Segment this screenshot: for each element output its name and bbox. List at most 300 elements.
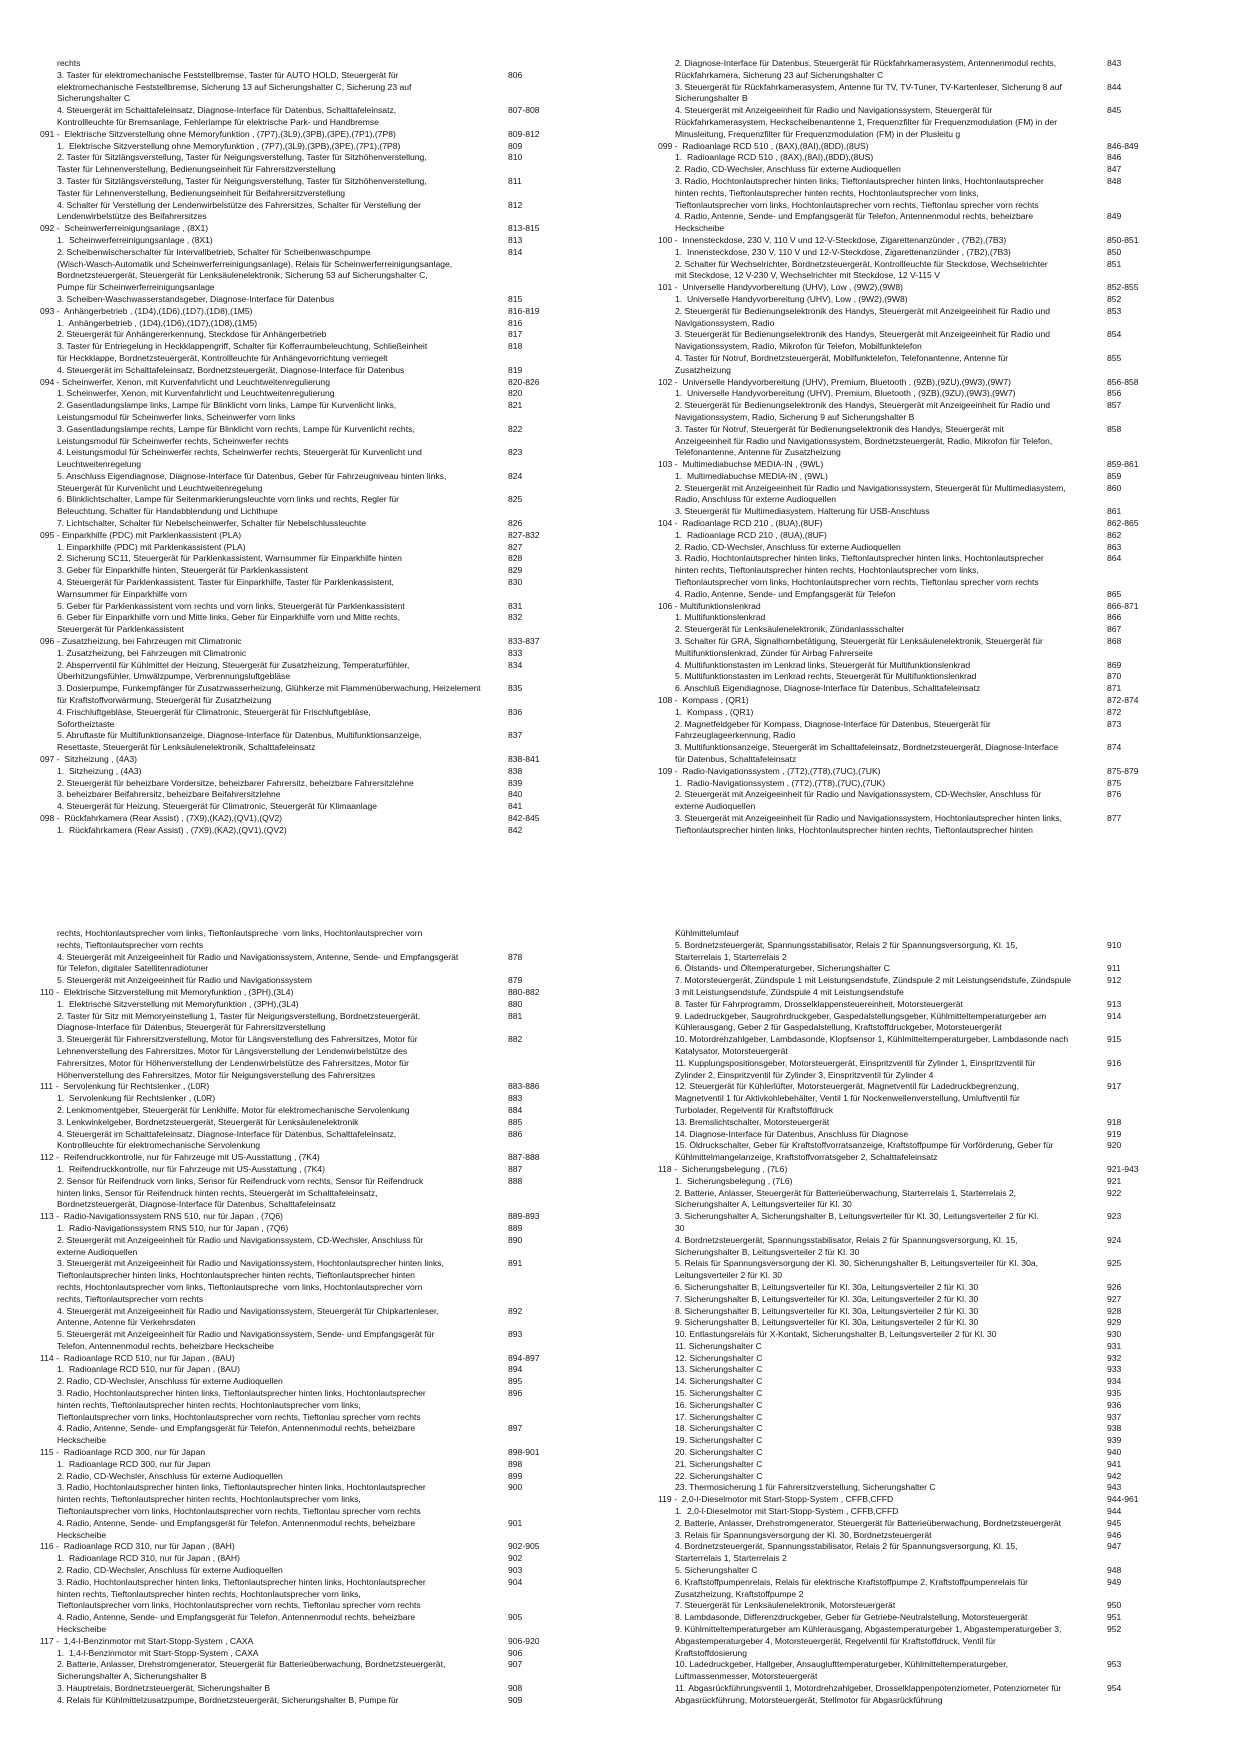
entry-text: 2. Radio, CD-Wechsler, Anschluss für externe Audioquellen	[57, 1565, 283, 1576]
entry-text: 4. Radio, Antenne, Sende- und Empfangsgerät für Telefon, Antennenmodul rechts, beheizbare	[57, 1612, 416, 1623]
diagram-page-number: 887	[508, 1163, 523, 1174]
entry-line	[658, 1412, 1233, 1424]
entry-line	[658, 1105, 1233, 1117]
entry-text: 2. Steuergerät für Bedienungselektronik des Handys, Steuergerät mit Anzeigeeinheit für Radio und	[675, 400, 1051, 411]
diagram-page-number: 934	[1107, 1376, 1122, 1387]
entry-line	[40, 565, 615, 577]
entry-text: 4. Schalter für Verstellung der Lendenwirbelstütze des Fahrersitzes, Schalter für Verstellung der	[57, 199, 421, 210]
entry-text: 3. Dosierpumpe, Funkempfänger für Zusatzwasserheizung, Glühkerze mit Flammenüberwachung, Heizelement	[57, 683, 481, 694]
section-header-line	[40, 1636, 615, 1648]
section-header-line	[658, 766, 1233, 778]
diagram-page-number: 872	[1107, 706, 1122, 717]
diagram-page-number: 921-943	[1107, 1163, 1139, 1174]
section-header-line	[40, 636, 615, 648]
section-header-line	[658, 235, 1233, 247]
diagram-page-number: 936	[1107, 1399, 1122, 1410]
entry-text: für Heckklappe, Bordnetzsteuergerät, Kontrollleuchte für Anhängevorrichtung verriegelt	[57, 352, 388, 363]
entry-text: 4. Steuergerät mit Anzeigeeinheit für Radio und Navigationssystem, Steuergerät für	[675, 105, 993, 116]
entry-text: 9. Sicherungshalter B, Leitungsverteiler für Kl. 30a, Leitungsverteiler 2 für Kl. 30	[675, 1317, 979, 1328]
entry-line	[658, 1258, 1233, 1270]
entry-text: Sicherungshalter B, Leitungsverteiler 2 für Kl. 30	[675, 1246, 860, 1257]
diagram-page-number: 832	[508, 612, 523, 623]
entry-line	[40, 447, 615, 459]
entry-text: 10. Ladedruckgeber, Hallgeber, Ansauglufttemperaturgeber, Kühlmitteltemperaturgeber,	[675, 1659, 1008, 1670]
section-title-text: 091 - Elektrische Sitzverstellung ohne Memoryfunktion , (7P7),(3L9),(3PB),(3PE),(7P1),(7P8)	[40, 128, 396, 139]
entry-line	[40, 1093, 615, 1105]
entry-line	[40, 719, 615, 731]
entry-text: 1. Radioanlage RCD 510 , (8AX),(8AI),(8DD),(8US)	[675, 152, 874, 163]
entry-text: 2. Sensor für Reifendruck vorn links, Sensor für Reifendruck vorn rechts, Sensor für Reifendruck	[57, 1175, 424, 1186]
entry-text: 3. Lenkwinkelgeber, Bordnetzsteuergerät, Steuergerät für Lenksäulenelektronik	[57, 1116, 359, 1127]
entry-text: 3. Radio, Hochtonlautsprecher hinten links, Tieftonlautsprecher hinten links, Hochtonlautsprecher	[675, 553, 1044, 564]
diagram-page-number: 892	[508, 1305, 523, 1316]
entry-line	[658, 82, 1233, 94]
entry-line	[658, 975, 1233, 987]
section-header-line	[658, 518, 1233, 530]
entry-line	[658, 1329, 1233, 1341]
entry-text: Überhitzungsfühler, Umwälzpumpe, Verbrennungsluftgebläse	[57, 671, 291, 682]
entry-line	[658, 801, 1233, 813]
entry-line	[658, 730, 1233, 742]
diagram-page-number: 880	[508, 998, 523, 1009]
entry-line	[658, 565, 1233, 577]
entry-text: Starterrelais 1, Starterrelais 2	[675, 1553, 787, 1564]
entry-line	[658, 1659, 1233, 1671]
entry-text: 3. Relais für Spannungsversorgung der Kl. 30, Bordnetzsteuergerät	[675, 1529, 932, 1540]
section-title-text: 119 - 2,0-l-Dieselmotor mit Start-Stopp-System , CFFB,CFFD	[658, 1494, 894, 1505]
entry-text: hinten rechts, Tieftonlautsprecher hinten rechts, Hochtonlautsprecher vorn links,	[57, 1494, 361, 1505]
entry-text: hinten rechts, Tieftonlautsprecher hinten rechts, Hochtonlautsprecher vorn links,	[57, 1399, 361, 1410]
entry-line	[658, 553, 1233, 565]
entry-line	[658, 1081, 1233, 1093]
diagram-page-number: 883	[508, 1093, 523, 1104]
diagram-page-number: 814	[508, 246, 523, 257]
diagram-page-number: 862-865	[1107, 518, 1139, 529]
diagram-page-number: 877	[1107, 813, 1122, 823]
entry-line	[40, 1199, 615, 1211]
entry-text: rechts, Tieftonlautsprecher vorn rechts	[57, 939, 204, 950]
entry-line	[40, 1494, 615, 1506]
entry-line	[40, 388, 615, 400]
section-title-text: 112 - Reifendruckkontrolle, nur für Fahrzeuge mit US-Ausstattung , (7K4)	[40, 1152, 320, 1163]
entry-text: 4. Steuergerät mit Anzeigeeinheit für Radio und Navigationssystem, Antenne, Sende- und Empfangsgerät	[57, 951, 459, 962]
entry-text: 4. Multifunktionstasten im Lenkrad links, Steuergerät für Multifunktionslenkrad	[675, 659, 971, 670]
entry-line	[658, 1235, 1233, 1247]
entry-text: 1. Sitzheizung , (4A3)	[57, 765, 142, 776]
diagram-page-number: 874	[1107, 742, 1122, 753]
entry-text: 3. Multifunktionsanzeige, Steuergerät im Schalttafeleinsatz, Bordnetzsteuergerät, Diagnose-Interface	[675, 742, 1059, 753]
section-header-line	[40, 1211, 615, 1223]
entry-line	[40, 164, 615, 176]
entry-line	[40, 825, 615, 837]
entry-line	[658, 1353, 1233, 1365]
entry-line	[658, 1188, 1233, 1200]
section-title-text: 106 - Multifunktionslenkrad	[658, 600, 761, 611]
diagram-page-number: 885	[508, 1116, 523, 1127]
entry-line	[658, 152, 1233, 164]
entry-line	[658, 506, 1233, 518]
diagram-page-number: 859-861	[1107, 459, 1139, 470]
entry-line	[40, 211, 615, 223]
entry-line	[40, 707, 615, 719]
entry-line	[40, 1317, 615, 1329]
entry-text: 13. Sicherungshalter C	[675, 1364, 763, 1375]
entry-text: 3. Steuergerät für Rückfahrkamerasystem, Antenne für TV, TV-Tuner, TV-Kartenleser, Sicherung 8 auf	[675, 81, 1062, 92]
section-header-line	[40, 223, 615, 235]
entry-line	[658, 1530, 1233, 1542]
diagram-page-number: 806	[508, 69, 523, 80]
entry-line	[40, 1176, 615, 1188]
entry-line	[40, 270, 615, 282]
entry-line	[658, 1129, 1233, 1141]
diagram-page-number: 821	[508, 400, 523, 411]
entry-text: 4. Bordnetzsteuergerät, Spannungsstabilisator, Relais 2 für Spannungsversorgung, Kl. 15,	[675, 1541, 1018, 1552]
entry-line	[658, 270, 1233, 282]
diagram-page-number: 864	[1107, 553, 1122, 564]
entry-line	[658, 1306, 1233, 1318]
diagram-page-number: 928	[1107, 1305, 1122, 1316]
entry-line	[658, 1518, 1233, 1530]
entry-line	[658, 1046, 1233, 1058]
entry-text: 2. Steuergerät für Lenksäulenelektronik, Zündanlassschalter	[675, 624, 905, 635]
entry-text: Tieftonlautsprecher hinten links, Hochtonlautsprecher hinten rechts, Tieftonlautsprecher hinten	[57, 1270, 415, 1281]
entry-text: 1. Sicherungsbelegung , (7L6)	[675, 1175, 793, 1186]
entry-line	[658, 1117, 1233, 1129]
entry-line	[658, 424, 1233, 436]
entry-line	[658, 813, 1233, 825]
entry-text: 3. Radio, Hochtonlautsprecher hinten links, Tieftonlautsprecher hinten links, Hochtonlautsprecher	[675, 175, 1044, 186]
diagram-page-number: 947	[1107, 1541, 1122, 1552]
entry-line	[658, 1294, 1233, 1306]
entry-text: Fahrzeuglageerkennung, Radio	[675, 730, 796, 741]
entry-text: Taster für Lehnenverstellung, Bedienungseinheit für Fahrersitzverstellung	[57, 164, 336, 175]
diagram-page-number: 866	[1107, 612, 1122, 623]
entry-line	[40, 1306, 615, 1318]
entry-text: rechts, Tieftonlautsprecher vorn rechts	[57, 1293, 204, 1304]
diagram-page-number: 853	[1107, 305, 1122, 316]
diagram-page-number: 880-882	[508, 986, 540, 997]
entry-text: 5. Anschluss Eigendiagnose, Diagnose-Interface für Datenbus, Geber für Fahrzeugniveau hinten links,	[57, 470, 447, 481]
entry-line	[40, 1506, 615, 1518]
diagram-page-number: 897	[508, 1423, 523, 1434]
entry-text: 2. Radio, CD-Wechsler, Anschluss für externe Audioquellen	[675, 541, 901, 552]
entry-line	[40, 70, 615, 82]
entry-line	[40, 1022, 615, 1034]
entry-line	[658, 447, 1233, 459]
entry-text: Tieftonlautsprecher hinten links, Hochtonlautsprecher hinten rechts, Tieftonlautsprecher hinten	[675, 824, 1033, 835]
entry-text: Navigationssystem, Radio, Sicherung 9 auf Sicherungshalter B	[675, 411, 915, 422]
diagram-page-number: 835	[508, 683, 523, 694]
entry-text: 13. Bremslichtschalter, Motorsteuergerät	[675, 1116, 830, 1127]
section-title-text: 108 - Kompass , (QR1)	[658, 695, 749, 706]
entry-text: 3. Scheiben-Waschwasserstandsgeber, Diagnose-Interface für Datenbus	[57, 293, 335, 304]
entry-text: Abgasrückführung, Motorsteuergerät, Stellmotor für Abgasrückführung	[675, 1694, 943, 1705]
entry-text: Kraftstoffdosierung	[675, 1647, 747, 1658]
diagram-page-number: 842	[508, 824, 523, 835]
entry-line	[40, 1258, 615, 1270]
diagram-page-number: 852	[1107, 293, 1122, 304]
entry-text: für Telefon, digitaler Satellitenradiotuner	[57, 963, 209, 974]
entry-line	[40, 1140, 615, 1152]
entry-text: Fahrersitzes, Motor für Höhenverstellung der Lendenwirbelstütze des Fahrersitzes, Motor für	[57, 1057, 410, 1068]
entry-text: Sicherungshalter C	[57, 93, 131, 104]
diagram-page-number: 809	[508, 140, 523, 151]
entry-text: Antenne, Antenne für Verkehrsdaten	[57, 1317, 196, 1328]
entry-line	[40, 601, 615, 613]
entry-text: 1. Kompass , (QR1)	[675, 706, 754, 717]
entry-line	[658, 754, 1233, 766]
entry-text: Zusatzheizung, Kraftstoffpumpe 2	[675, 1588, 804, 1599]
entry-line	[40, 58, 615, 70]
entry-line	[40, 683, 615, 695]
entry-text: 2. Absperrventil für Kühlmittel der Heizung, Steuergerät für Zusatzheizung, Temperaturfühler,	[57, 659, 410, 670]
section-header-line	[658, 282, 1233, 294]
diagram-page-number: 823	[508, 447, 523, 458]
entry-line	[658, 707, 1233, 719]
diagram-page-number: 916	[1107, 1057, 1122, 1068]
section-header-line	[658, 601, 1233, 613]
entry-line	[40, 1341, 615, 1353]
entry-text: hinten rechts, Tieftonlautsprecher hinten rechts, Hochtonlautsprecher vorn links,	[57, 1588, 361, 1599]
entry-text: 4. Steuergerät für Heizung, Steuergerät für Climatronic, Steuergerät für Klimaanlage	[57, 801, 378, 812]
entry-line	[658, 1400, 1233, 1412]
entry-line	[40, 952, 615, 964]
diagram-page-number: 896	[508, 1388, 523, 1399]
entry-line	[658, 1541, 1233, 1553]
diagram-page-number: 908	[508, 1683, 523, 1693]
diagram-page-number: 906-920	[508, 1635, 540, 1646]
entry-text: 3. Taster für elektromechanische Feststellbremse, Taster für AUTO HOLD, Steuergerät für	[57, 69, 399, 80]
diagram-page-number: 817	[508, 329, 523, 340]
entry-line	[40, 999, 615, 1011]
entry-text: 1. Servolenkung für Rechtslenker , (L0R)	[57, 1093, 216, 1104]
diagram-page-number: 914	[1107, 1010, 1122, 1021]
entry-text: 3. Radio, Hochtonlautsprecher hinten links, Tieftonlautsprecher hinten links, Hochtonlautsprecher	[57, 1388, 426, 1399]
entry-line	[40, 1648, 615, 1660]
section-header-line	[40, 813, 615, 825]
entry-line	[658, 1648, 1233, 1660]
entry-text: rechts, Hochtonlautsprecher vorn links, Tieftonlautspreche vorn links, Hochtonlautsprecher vorn	[57, 1281, 423, 1292]
diagram-page-number: 838-841	[508, 754, 540, 765]
diagram-page-number: 839	[508, 777, 523, 788]
entry-line	[658, 577, 1233, 589]
entry-text: Sofortheiztaste	[57, 718, 115, 729]
diagram-page-number: 918	[1107, 1116, 1122, 1127]
diagram-page-number: 813-815	[508, 223, 540, 234]
entry-text: 3. Gasentladungslampe rechts, Lampe für Blinklicht vorn rechts, Lampe für Kurvenlicht rechts,	[57, 423, 415, 434]
entry-line	[658, 530, 1233, 542]
entry-text: 5. Multifunktionstasten im Lenkrad rechts, Steuergerät für Multifunktionslenkrad	[675, 671, 977, 682]
section-title-text: 109 - Radio-Navigationssystem , (7T2),(7T8),(7UC),(7UK)	[658, 765, 881, 776]
entry-text: 11. Abgasrückführungsventil 1, Motordrehzahlgeber, Drosselklappenpotenziometer, Potenziometer für	[675, 1683, 1062, 1693]
entry-text: Navigationssystem, Radio	[675, 317, 775, 328]
entry-line	[40, 1459, 615, 1471]
entry-text: 2. Scheibenwischerschalter für Intervallbetrieb, Schalter für Scheibenwaschpumpe	[57, 246, 371, 257]
section-header-line	[658, 1164, 1233, 1176]
entry-line	[40, 117, 615, 129]
entry-line	[658, 999, 1233, 1011]
entry-line	[658, 940, 1233, 952]
diagram-page-number: 888	[508, 1175, 523, 1186]
entry-line	[40, 1294, 615, 1306]
entry-text: 3. Taster für Notruf, Steuergerät für Bedienungselektronik des Handys, Steuergerät mit	[675, 423, 1004, 434]
diagram-page-number: 818	[508, 341, 523, 352]
entry-line	[658, 660, 1233, 672]
diagram-page-number: 841	[508, 801, 523, 812]
entry-line	[658, 1471, 1233, 1483]
entry-line	[40, 1070, 615, 1082]
diagram-page-number: 844	[1107, 81, 1122, 92]
entry-line	[40, 1011, 615, 1023]
section-title-text: 099 - Radioanlage RCD 510 , (8AX),(8AI),(8DD),(8US)	[658, 140, 869, 151]
entry-line	[40, 424, 615, 436]
diagram-page-number: 820-826	[508, 376, 540, 387]
diagram-page-number: 870	[1107, 671, 1122, 682]
entry-line	[40, 695, 615, 707]
diagram-page-number: 904	[508, 1576, 523, 1587]
entry-line	[658, 211, 1233, 223]
diagram-page-number: 812	[508, 199, 523, 210]
diagram-page-number: 922	[1107, 1187, 1122, 1198]
diagram-page-number: 851	[1107, 258, 1122, 269]
entry-line	[40, 975, 615, 987]
entry-line	[658, 483, 1233, 495]
diagram-page-number: 846	[1107, 152, 1122, 163]
diagram-page-number: 879	[508, 975, 523, 986]
entry-line	[40, 235, 615, 247]
entry-line	[658, 1070, 1233, 1082]
diagram-page-number: 846-849	[1107, 140, 1139, 151]
entry-text: Warnsummer für Einparkhilfe vorn	[57, 588, 188, 599]
entry-line	[40, 1247, 615, 1259]
entry-text: elektromechanische Feststellbremse, Sicherung 13 auf Sicherungshalter C, Sicherung 23 auf	[57, 81, 412, 92]
diagram-page-number: 912	[1107, 975, 1122, 986]
entry-text: 4. Relais für Kühlmittelzusatzpumpe, Bordnetzsteuergerät, Sicherungshalter B, Pumpe für	[57, 1694, 399, 1705]
entry-text: 9. Ladedruckgeber, Saugrohrdruckgeber, Gaspedalstellungsgeber, Kühlmitteltemperaturgeber am	[675, 1010, 1047, 1021]
diagram-page-number: 919	[1107, 1128, 1122, 1139]
entry-text: 1. Multimediabuchse MEDIA-IN , (9WL)	[675, 470, 828, 481]
entry-line	[658, 1695, 1233, 1707]
entry-text: 7. Lichtschalter, Schalter für Nebelscheinwerfer, Schalter für Nebelschlussleuchte	[57, 518, 367, 529]
entry-line	[40, 1046, 615, 1058]
diagram-page-number: 940	[1107, 1447, 1122, 1458]
entry-text: 7. Steuergerät für Lenksäulenelektronik, Motorsteuergerät	[675, 1600, 896, 1611]
entry-text: 4. Steuergerät mit Anzeigeeinheit für Radio und Navigationssystem, Steuergerät für Chipkartenleser,	[57, 1305, 439, 1316]
entry-text: 8. Lambdasonde, Differenzdruckgeber, Geber für Getriebe-Neutralstellung, Motorsteuergerät	[675, 1612, 1028, 1623]
entry-line	[658, 294, 1233, 306]
entry-text: 1. Scheinwerfer, Xenon, mit Kurvenfahrlicht und Leuchtweitenregulierung	[57, 388, 335, 399]
entry-text: Tieftonlautsprecher vorn links, Hochtonlautsprecher vorn rechts, Tieftonlau sprecher vorn rechts	[57, 1411, 421, 1422]
entry-text: 16. Sicherungshalter C	[675, 1399, 763, 1410]
entry-text: Radio, Anschluss für externe Audioquellen	[675, 494, 836, 505]
diagram-page-number: 865	[1107, 588, 1122, 599]
entry-text: rechts	[57, 58, 81, 68]
entry-text: Zusatzheizung	[675, 364, 731, 375]
entry-line	[40, 282, 615, 294]
entry-text: Heckscheibe	[57, 1435, 107, 1446]
wiring-list-column-top-right	[658, 58, 1233, 837]
diagram-page-number: 889-893	[508, 1211, 540, 1222]
entry-text: 1. Multifunktionslenkrad	[675, 612, 766, 623]
diagram-page-number: 816-819	[508, 305, 540, 316]
entry-text: 2. Schalter für Wechselrichter, Bordnetzsteuergerät, Kontrollleuchte für Steckdose, Wechselrichter	[675, 258, 1048, 269]
entry-text: 6. Geber für Einparkhilfe vorn und Mitte links, Geber für Einparkhilfe vorn und Mitte rechts,	[57, 612, 400, 623]
section-header-line	[658, 695, 1233, 707]
entry-text: 3. Geber für Einparkhilfe hinten, Steuergerät für Parklenkassistent	[57, 565, 308, 576]
entry-text: 2. Taster für Sitz mit Memoryeinstellung 1, Taster für Neigungsverstellung, Bordnetzsteuergerät,	[57, 1010, 421, 1021]
entry-line	[40, 152, 615, 164]
diagram-page-number: 847	[1107, 164, 1122, 175]
entry-text: 2. Sicherung SC11, Steuergerät für Parklenkassistent, Warnsummer für Einparkhilfe hinten	[57, 553, 402, 564]
diagram-page-number: 878	[508, 951, 523, 962]
entry-text: 2. Batterie, Anlasser, Drehstromgenerator, Steuergerät für Batterieüberwachung, Bordnetzsteuergerät	[675, 1517, 1061, 1528]
entry-line	[40, 1364, 615, 1376]
entry-line	[658, 70, 1233, 82]
diagram-page-number: 909	[508, 1694, 523, 1705]
entry-text: 4. Leistungsmodul für Scheinwerfer rechts, Scheinwerfer rechts, Steuergerät für Kurvenlicht und	[57, 447, 422, 458]
entry-line	[40, 200, 615, 212]
entry-text: 17. Sicherungshalter C	[675, 1411, 763, 1422]
diagram-page-number: 827-832	[508, 529, 540, 540]
entry-text: 1. Elektrische Sitzverstellung mit Memoryfunktion , (3PH),(3L4)	[57, 998, 299, 1009]
entry-line	[658, 436, 1233, 448]
diagram-page-number: 902	[508, 1553, 523, 1564]
entry-line	[658, 329, 1233, 341]
entry-line	[658, 1247, 1233, 1259]
diagram-page-number: 838	[508, 765, 523, 776]
wiring-list-column-top-left	[40, 58, 615, 837]
diagram-page-number: 938	[1107, 1423, 1122, 1434]
section-header-line	[40, 1081, 615, 1093]
entry-text: externe Audioquellen	[675, 801, 756, 812]
entry-text: 1. Radioanlage RCD 310, nur für Japan , (8AH)	[57, 1553, 240, 1564]
entry-text: 3. Radio, Hochtonlautsprecher hinten links, Tieftonlautsprecher hinten links, Hochtonlautsprecher	[57, 1482, 426, 1493]
diagram-page-number: 920	[1107, 1140, 1122, 1151]
entry-text: 5. Steuergerät mit Anzeigeeinheit für Radio und Navigationssystem	[57, 975, 313, 986]
entry-line	[658, 1388, 1233, 1400]
entry-text: Bordnetzsteuergerät, Steuergerät für Lenksäulenelektronik, Sicherung 53 auf Sicherungshalter C,	[57, 270, 428, 281]
entry-text: 3. Steuergerät für Multimediasystem, Halterung für USB-Anschluss	[675, 506, 930, 517]
entry-text: 5. Sicherungshalter C	[675, 1565, 758, 1576]
entry-line	[658, 1093, 1233, 1105]
entry-line	[658, 1435, 1233, 1447]
diagram-page-number: 810	[508, 152, 523, 163]
entry-line	[40, 1577, 615, 1589]
entry-text: 4. Radio, Antenne, Sende- und Empfangsgerät für Telefon, Antennenmodul rechts, beheizbare	[57, 1423, 416, 1434]
entry-line	[40, 1612, 615, 1624]
entry-line	[40, 1659, 615, 1671]
entry-text: 2. Steuergerät für beheizbare Vordersitze, beheizbarer Fahrersitz, beheizbare Fahrersitzlehne	[57, 777, 414, 788]
section-title-text: 103 - Multimediabuchse MEDIA-IN , (9WL)	[658, 459, 824, 470]
entry-line	[40, 1482, 615, 1494]
entry-text: für Kraftstoffvorwärmung, Steuergerät für Zusatzheizung	[57, 695, 272, 706]
entry-line	[40, 1164, 615, 1176]
entry-text: 3. Steuergerät mit Anzeigeeinheit für Radio und Navigationssystem, Hochtonlautsprecher hinten links,	[57, 1258, 444, 1269]
entry-text: 2. Radio, CD-Wechsler, Anschluss für externe Audioquellen	[57, 1470, 283, 1481]
entry-line	[40, 1270, 615, 1282]
entry-line	[40, 93, 615, 105]
section-header-line	[40, 754, 615, 766]
entry-line	[658, 683, 1233, 695]
entry-text: Sicherungshalter A, Leitungsverteiler für Kl. 30	[675, 1199, 852, 1210]
entry-text: (Wisch-Wasch-Automatik und Scheinwerferreinigungsanlage), Relais für Scheinwerferreinigungsanlage,	[57, 258, 453, 269]
section-title-text: 114 - Radioanlage RCD 510, nur für Japan , (8AU)	[40, 1352, 235, 1363]
diagram-page-number: 945	[1107, 1517, 1122, 1528]
entry-text: 11. Kupplungspositionsgeber, Motorsteuergerät, Einspritzventil für Zylinder 1, Einspritzventil für	[675, 1057, 1036, 1068]
entry-text: Telefonantenne, Antenne für Zusatzheizung	[675, 447, 841, 458]
entry-line	[40, 577, 615, 589]
diagram-page-number: 871	[1107, 683, 1122, 694]
